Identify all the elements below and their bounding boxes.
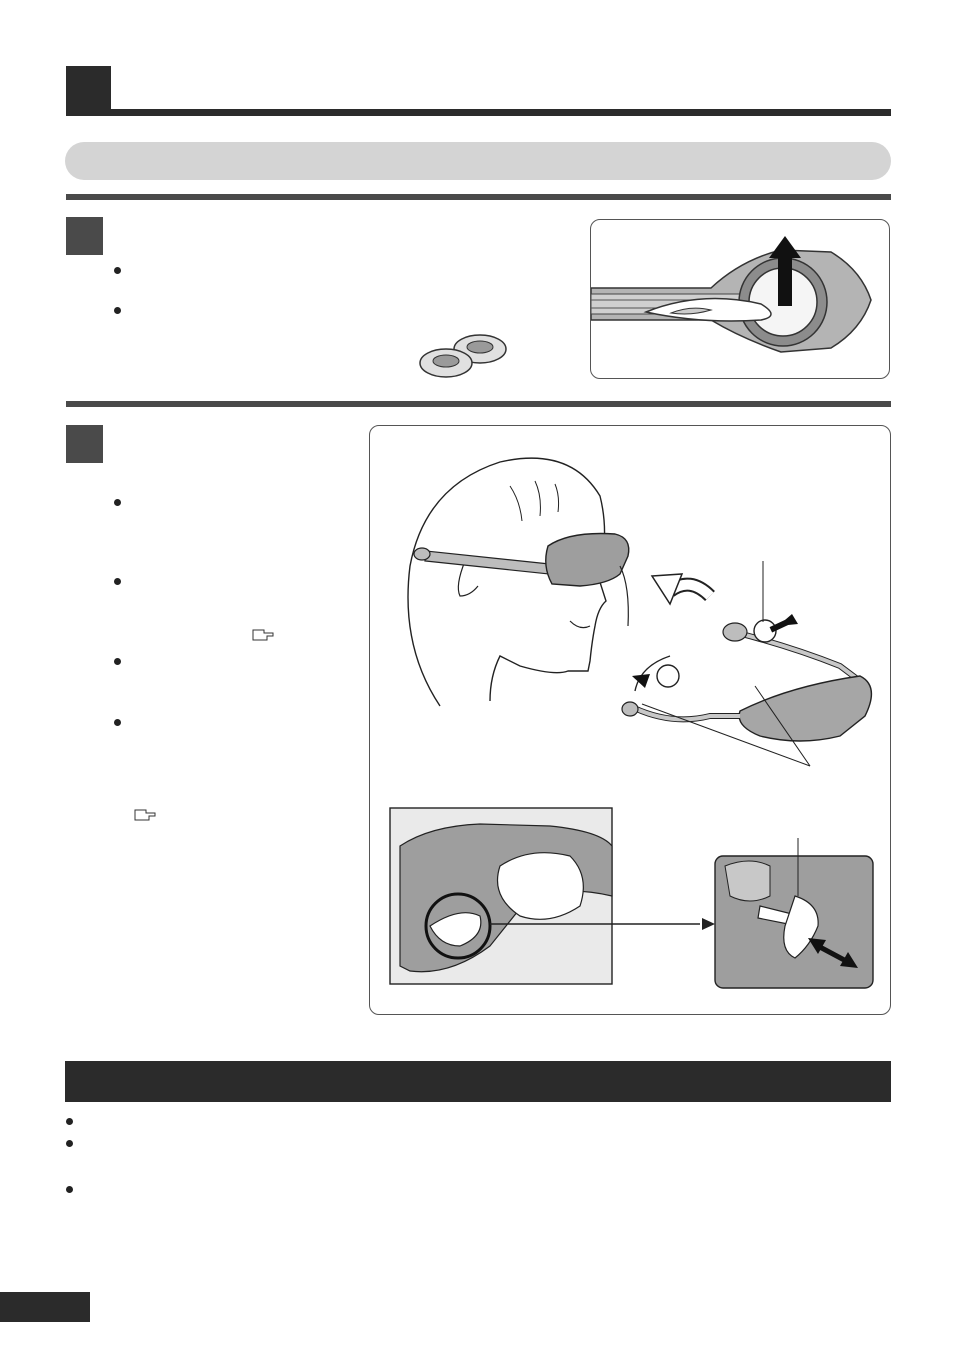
note-bullet-2 <box>66 1140 73 1147</box>
earpad-removal-figure <box>590 219 890 379</box>
step2-bullet-4 <box>114 719 121 726</box>
section-title-bar <box>65 142 891 180</box>
chapter-marker <box>66 66 111 112</box>
pointing-hand-icon <box>252 627 274 641</box>
step2-bullet-2 <box>114 578 121 585</box>
step1-rule <box>66 194 891 200</box>
ear-pad-icon <box>414 334 510 380</box>
chapter-rule <box>66 109 891 116</box>
step2-number-box <box>66 425 103 463</box>
pointing-hand-icon <box>134 807 156 821</box>
notes-header-bar <box>65 1061 891 1102</box>
note-bullet-1 <box>66 1118 73 1125</box>
headset-wearing-figure <box>369 425 891 1015</box>
step2-rule <box>66 401 891 407</box>
note-bullet-3 <box>66 1186 73 1193</box>
step2-bullet-1 <box>114 499 121 506</box>
step1-bullet-2 <box>114 307 121 314</box>
page-number-tab <box>0 1292 90 1322</box>
step1-bullet-1 <box>114 267 121 274</box>
step2-bullet-3 <box>114 658 121 665</box>
step1-number-box <box>66 217 103 255</box>
